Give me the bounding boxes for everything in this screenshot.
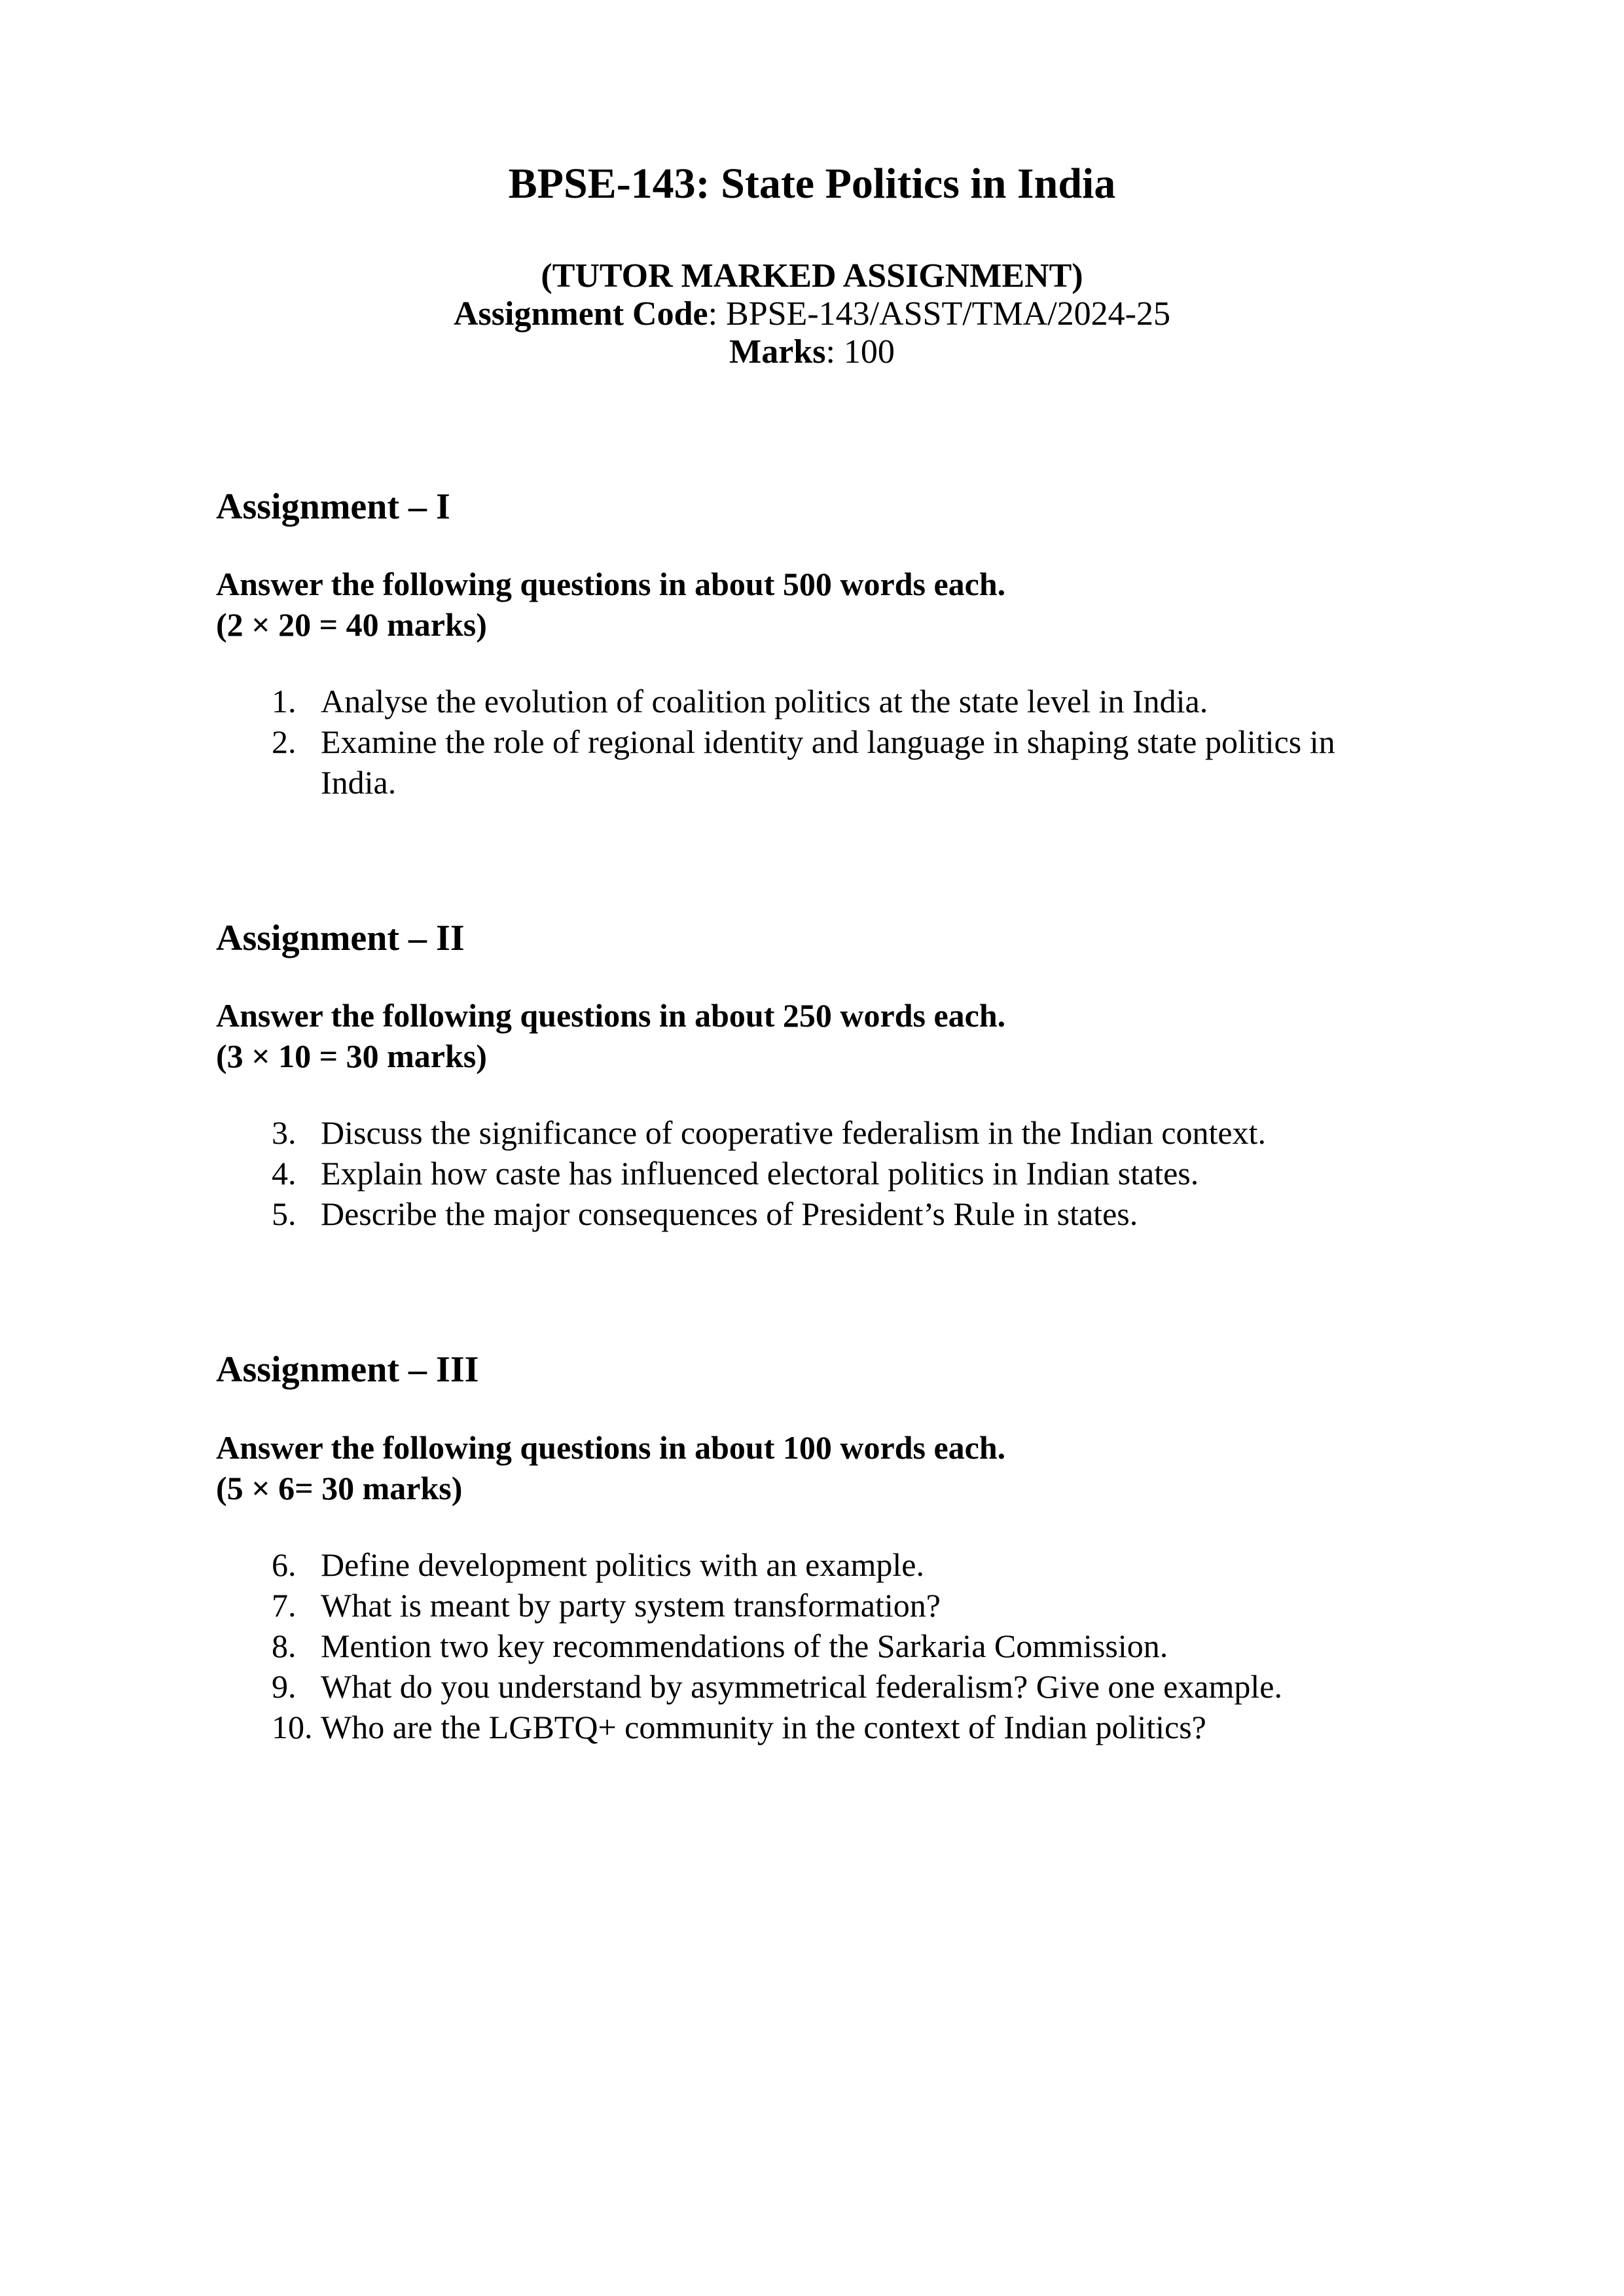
- question-text: Describe the major consequences of President’s Rule in states.: [321, 1195, 1138, 1233]
- question-number: 8.: [272, 1627, 297, 1664]
- marks-label: Marks: [729, 333, 826, 371]
- assignment-code-label: Assignment Code: [454, 295, 708, 333]
- question-number: 3.: [272, 1114, 297, 1152]
- question-item: [272, 721, 1408, 803]
- question-text: Explain how caste has influenced electoral politics in Indian states.: [321, 1155, 1199, 1192]
- assignment-code-value: : BPSE-143/ASST/TMA/2024-25: [708, 295, 1170, 333]
- question-number: 9.: [272, 1667, 297, 1705]
- assignment-code-line: [216, 295, 1408, 333]
- section-instructions-assignment-2: [216, 995, 1408, 1076]
- question-item: [272, 1707, 1408, 1747]
- marks-line: [216, 333, 1408, 371]
- question-list-assignment-1: [216, 681, 1408, 803]
- question-text: Who are the LGBTQ+ community in the context of Indian politics?: [321, 1708, 1206, 1745]
- marks-breakdown: (5 × 6= 30 marks): [216, 1469, 463, 1506]
- question-text: What is meant by party system transformation?: [321, 1586, 941, 1624]
- question-item: [272, 1112, 1408, 1153]
- question-item: [272, 1626, 1408, 1666]
- question-text: Define development politics with an example.: [321, 1546, 924, 1583]
- question-item: [272, 1544, 1408, 1585]
- section-instructions-assignment-1: [216, 564, 1408, 645]
- question-text: Discuss the significance of cooperative federalism in the Indian context.: [321, 1114, 1266, 1152]
- section-heading-assignment-3: Assignment – III: [216, 1349, 479, 1391]
- marks-breakdown: (2 × 20 = 40 marks): [216, 606, 487, 643]
- marks-value: : 100: [825, 333, 895, 371]
- question-list-assignment-2: [216, 1112, 1408, 1234]
- instruction-text: Answer the following questions in about 500 words each.: [216, 565, 1006, 602]
- question-text: Mention two key recommendations of the Sarkaria Commission.: [321, 1627, 1168, 1664]
- question-number: 7.: [272, 1586, 297, 1624]
- question-item: [272, 681, 1408, 721]
- subtitle: (TUTOR MARKED ASSIGNMENT): [541, 257, 1083, 295]
- page-title: BPSE-143: State Politics in India: [508, 160, 1116, 208]
- question-item: [272, 1194, 1408, 1234]
- question-number: 5.: [272, 1195, 297, 1233]
- question-number: 2.: [272, 723, 297, 760]
- question-number: 4.: [272, 1155, 297, 1192]
- marks-breakdown: (3 × 10 = 30 marks): [216, 1038, 487, 1075]
- question-number: 6.: [272, 1546, 297, 1583]
- section-instructions-assignment-3: [216, 1427, 1408, 1508]
- question-item: [272, 1585, 1408, 1626]
- section-heading-assignment-1: Assignment – I: [216, 486, 450, 527]
- question-text: What do you understand by asymmetrical federalism? Give one example.: [321, 1667, 1282, 1705]
- instruction-text: Answer the following questions in about 100 words each.: [216, 1429, 1006, 1466]
- question-text: Analyse the evolution of coalition politics at the state level in India.: [321, 682, 1208, 720]
- question-item: [272, 1153, 1408, 1194]
- question-number: 1.: [272, 682, 297, 720]
- question-number: 10.: [272, 1708, 313, 1745]
- instruction-text: Answer the following questions in about 250 words each.: [216, 997, 1006, 1034]
- section-heading-assignment-2: Assignment – II: [216, 917, 465, 958]
- question-list-assignment-3: [216, 1544, 1408, 1747]
- question-text: Examine the role of regional identity and language in shaping state politics in India.: [321, 723, 1335, 801]
- document-subheader: [216, 257, 1408, 371]
- question-item: [272, 1666, 1408, 1707]
- document-header: [216, 160, 1408, 371]
